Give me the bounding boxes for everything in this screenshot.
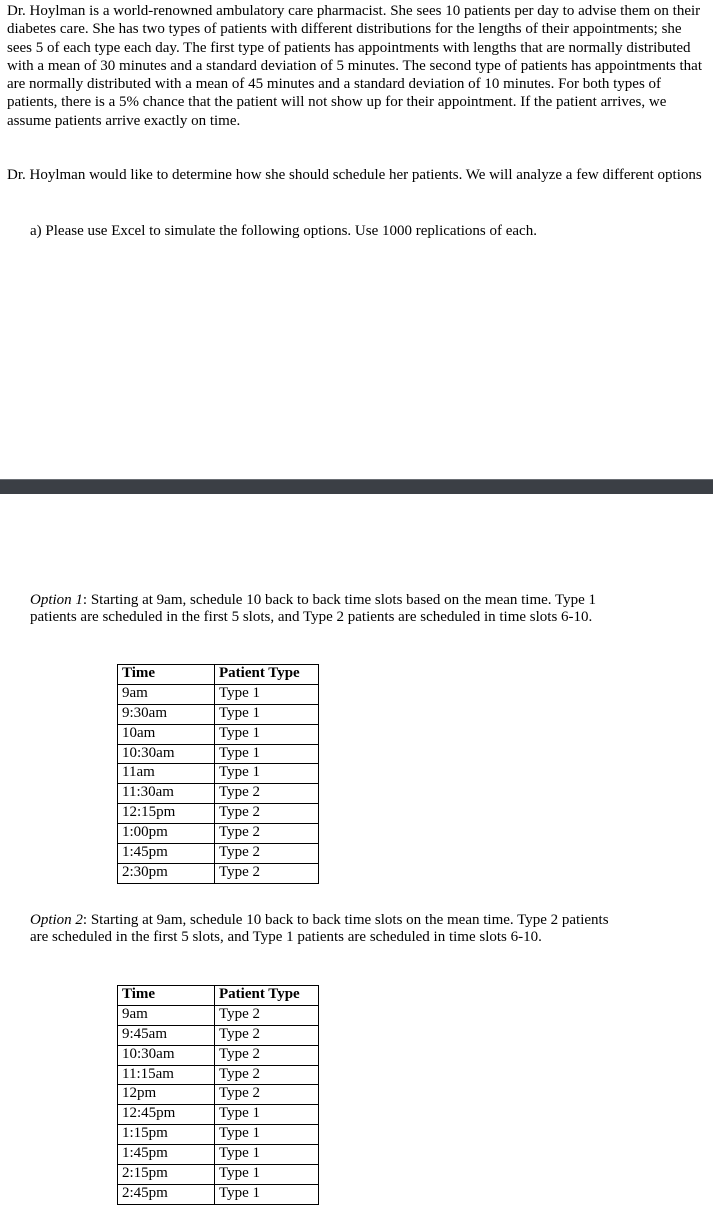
patient-type-cell: Type 1 <box>215 1125 319 1145</box>
option-1-description <box>30 592 630 627</box>
option-2-description <box>30 912 630 947</box>
patient-type-cell: Type 2 <box>215 1085 319 1105</box>
table-header-row <box>118 665 319 685</box>
time-cell: 2:15pm <box>118 1165 215 1185</box>
table-row <box>118 724 319 744</box>
time-cell: 9:30am <box>118 704 215 724</box>
option-1-text: : Starting at 9am, schedule 10 back to back time slots based on the mean time. Type 1 patients are scheduled in the first 5 slots, and Type 2 patients are scheduled in time slots 6-10. <box>30 592 597 626</box>
time-cell: 2:30pm <box>118 863 215 883</box>
table-row <box>118 1005 319 1025</box>
patient-type-cell: Type 2 <box>215 824 319 844</box>
time-cell: 11:15am <box>118 1065 215 1085</box>
column-header-time: Time <box>118 665 215 685</box>
patient-type-cell: Type 2 <box>215 784 319 804</box>
time-cell: 10:30am <box>118 744 215 764</box>
patient-type-cell: Type 1 <box>215 704 319 724</box>
time-cell: 12:45pm <box>118 1105 215 1125</box>
column-header-patient-type: Patient Type <box>215 665 319 685</box>
table-row <box>118 1065 319 1085</box>
table-header-row <box>118 986 319 1006</box>
time-cell: 11:30am <box>118 784 215 804</box>
column-header-patient-type: Patient Type <box>215 986 319 1006</box>
table-row <box>118 764 319 784</box>
patient-type-cell: Type 2 <box>215 863 319 883</box>
table-row <box>118 844 319 864</box>
patient-type-cell: Type 2 <box>215 1025 319 1045</box>
patient-type-cell: Type 1 <box>215 1165 319 1185</box>
patient-type-cell: Type 1 <box>215 764 319 784</box>
time-cell: 10:30am <box>118 1045 215 1065</box>
patient-type-cell: Type 1 <box>215 684 319 704</box>
patient-type-cell: Type 1 <box>215 1184 319 1204</box>
table-row <box>118 1085 319 1105</box>
time-cell: 11am <box>118 764 215 784</box>
patient-type-cell: Type 2 <box>215 1045 319 1065</box>
patient-type-cell: Type 2 <box>215 844 319 864</box>
question-a: a) Please use Excel to simulate the following options. Use 1000 replications of each. <box>30 223 537 239</box>
patient-type-cell: Type 2 <box>215 804 319 824</box>
table-row <box>118 784 319 804</box>
patient-type-cell: Type 1 <box>215 1145 319 1165</box>
table-row <box>118 1165 319 1185</box>
patient-type-cell: Type 1 <box>215 724 319 744</box>
time-cell: 12pm <box>118 1085 215 1105</box>
table-row <box>118 1145 319 1165</box>
time-cell: 9am <box>118 684 215 704</box>
table-row <box>118 1184 319 1204</box>
analysis-paragraph: Dr. Hoylman would like to determine how she should schedule her patients. We will analyze a few different options <box>7 167 702 183</box>
table-row <box>118 1045 319 1065</box>
table-row <box>118 863 319 883</box>
page-divider <box>0 479 713 494</box>
patient-type-cell: Type 1 <box>215 1105 319 1125</box>
time-cell: 9am <box>118 1005 215 1025</box>
table-row <box>118 804 319 824</box>
table-row <box>118 684 319 704</box>
patient-type-cell: Type 2 <box>215 1065 319 1085</box>
time-cell: 10am <box>118 724 215 744</box>
table-row <box>118 704 319 724</box>
time-cell: 12:15pm <box>118 804 215 824</box>
intro-paragraph: Dr. Hoylman is a world-renowned ambulatory care pharmacist. She sees 10 patients per day to advise them on their diabetes care. She has two types of patients with different distributions for the lengths of their appointments; she sees 5 of each type each day. The first type of patients has appointments with lengths that are normally distributed with a mean of 30 minutes and a standard deviation of 5 minutes. The second type of patients has appointments that are normally distributed with a mean of 45 minutes and a standard deviation of 10 minutes. For both types of patients, there is a 5% chance that the patient will not show up for their appointment. If the patient arrives, we assume patients arrive exactly on time. <box>7 3 702 129</box>
column-header-time: Time <box>118 986 215 1006</box>
option-1-schedule-table <box>117 664 319 884</box>
patient-type-cell: Type 1 <box>215 744 319 764</box>
option-2-rows <box>118 1005 319 1204</box>
option-1-rows <box>118 684 319 883</box>
time-cell: 1:45pm <box>118 844 215 864</box>
table-row <box>118 1105 319 1125</box>
table-row <box>118 744 319 764</box>
table-row <box>118 824 319 844</box>
time-cell: 1:15pm <box>118 1125 215 1145</box>
patient-type-cell: Type 2 <box>215 1005 319 1025</box>
option-2-text: : Starting at 9am, schedule 10 back to back time slots on the mean time. Type 2 patients are scheduled in the first 5 slots, and Type 1 patients are scheduled in time slots 6-10. <box>30 912 609 946</box>
time-cell: 9:45am <box>118 1025 215 1045</box>
option-2-label: Option 2 <box>30 912 83 928</box>
table-row <box>118 1125 319 1145</box>
time-cell: 2:45pm <box>118 1184 215 1204</box>
time-cell: 1:45pm <box>118 1145 215 1165</box>
table-row <box>118 1025 319 1045</box>
option-1-label: Option 1 <box>30 592 83 608</box>
time-cell: 1:00pm <box>118 824 215 844</box>
option-2-schedule-table <box>117 985 319 1205</box>
